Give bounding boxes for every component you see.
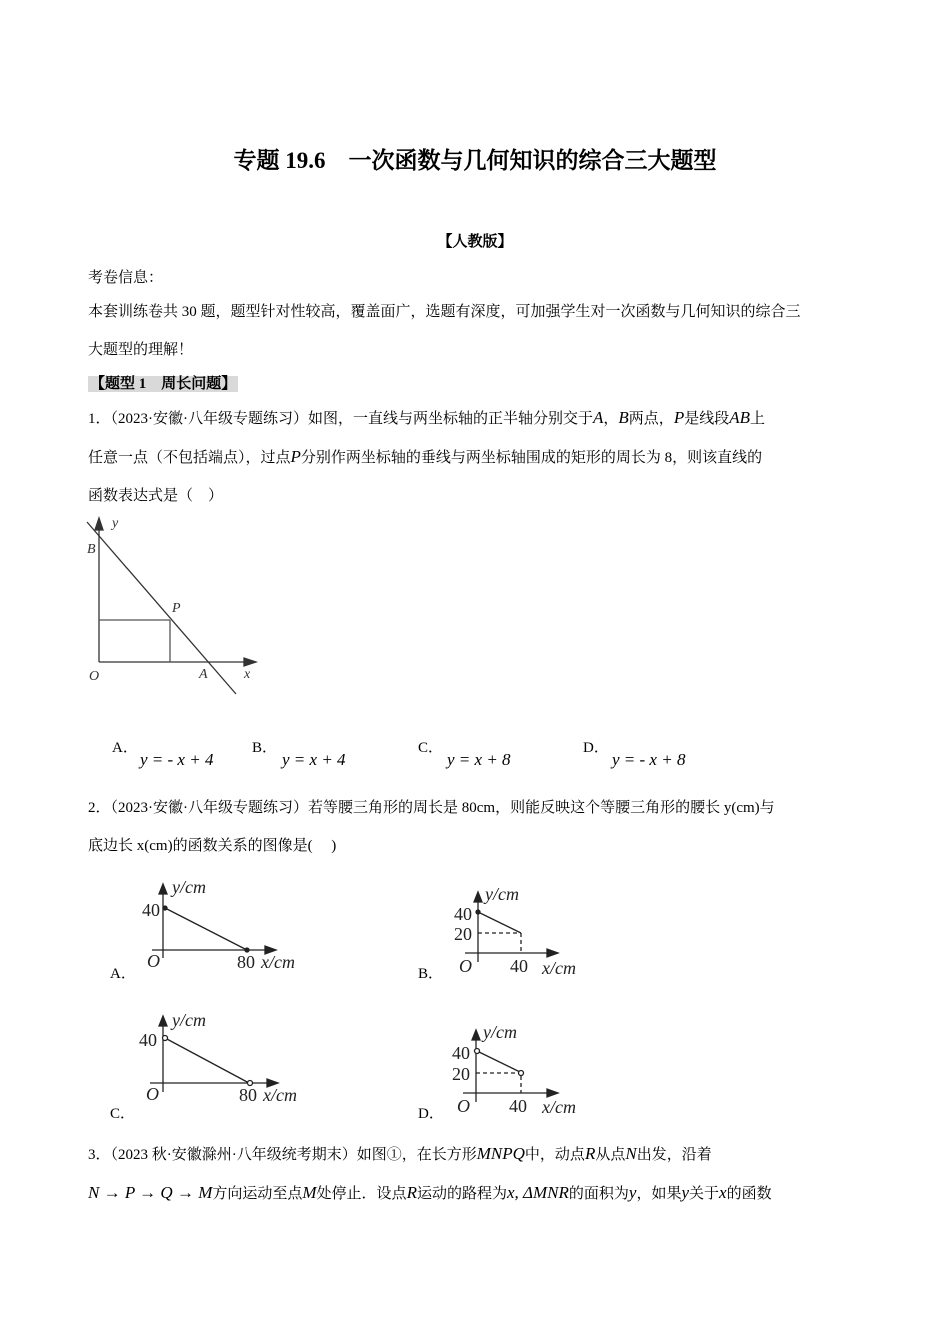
- graph-B-ytick2: 20: [454, 924, 472, 944]
- graph-B-xtick: 40: [510, 956, 528, 976]
- math-x: x: [506, 1183, 515, 1202]
- y-axis-arrow: [95, 518, 103, 530]
- info-text-line2: 大题型的理解！: [88, 342, 194, 358]
- svg-text:y/cm: [170, 877, 206, 897]
- math-M: M: [302, 1183, 317, 1202]
- label-x: x: [244, 667, 251, 682]
- graph-C: [150, 1016, 278, 1092]
- option-C-text[interactable]: y = x + 8: [447, 750, 511, 769]
- q3-text: 运动的路程为: [416, 1186, 507, 1202]
- question-2-line1: 2．（2023·安徽·八年级专题练习）若等腰三角形的周长是 80cm，则能反映这个等腰三角形的腰长 y(cm)与: [88, 800, 775, 816]
- math-MNPQ: MNPQ: [476, 1144, 525, 1163]
- q1-text: 任意一点（不包括端点），过点: [88, 450, 291, 466]
- graph-D-letter: D．: [418, 1106, 444, 1122]
- graph-C-letter: C．: [110, 1106, 136, 1122]
- math-R: R: [406, 1183, 417, 1202]
- q3-text: 方向运动至点: [212, 1186, 303, 1202]
- q3-text: 从点: [595, 1147, 626, 1163]
- option-A-letter[interactable]: A．: [112, 740, 138, 756]
- question-3-line1: [88, 1144, 712, 1165]
- math-triangle: , ΔMNR: [514, 1183, 569, 1202]
- graph-B-ylabel: y/cm: [485, 884, 519, 904]
- q1-text: 1．（2023·安徽·八年级专题练习）如图，一直线与两坐标轴的正半轴分别交于: [88, 411, 593, 427]
- q3-text: 中，动点: [524, 1147, 585, 1163]
- graph-C-xlabel: x/cm: [263, 1085, 297, 1105]
- q1-text: 分别作两坐标轴的垂线与两坐标轴围成的矩形的周长为 8，则该直线的: [300, 450, 763, 466]
- math-N: N: [625, 1144, 637, 1163]
- graph-D-xlabel: x/cm: [542, 1097, 576, 1117]
- graph-B-xlabel: x/cm: [542, 958, 576, 978]
- question-2-line2: 底边长 x(cm)的函数关系的图像是( ): [88, 838, 337, 854]
- option-B-letter[interactable]: B．: [252, 740, 278, 756]
- option-B-text[interactable]: y = x + 4: [282, 750, 346, 769]
- q3-text: 关于: [689, 1186, 720, 1202]
- graph-B-letter: B．: [418, 966, 444, 982]
- option-A-text[interactable]: y = - x + 4: [140, 750, 214, 769]
- math-y: y: [628, 1183, 637, 1202]
- graph-A-ytick: 40: [142, 900, 160, 920]
- info-text-line1: 本套训练卷共 30 题，题型针对性较高，覆盖面广，选题有深度，可加强学生对一次函数与几何知识的综合三: [88, 304, 801, 320]
- label-A: A: [199, 667, 208, 682]
- option-C-letter[interactable]: C．: [418, 740, 444, 756]
- q1-text: 是线段: [684, 411, 730, 427]
- graph-A-xlabel: x/cm: [261, 952, 295, 972]
- question-1-line3: 函数表达式是（ ）: [88, 488, 224, 504]
- label-P: P: [172, 601, 181, 616]
- graph-D-ylabel: y/cm: [483, 1022, 517, 1042]
- graph-D-origin: O: [457, 1096, 470, 1116]
- graph-A-xtick: 80: [237, 952, 255, 972]
- q1-text: 两点，: [628, 411, 674, 427]
- info-label: 考卷信息：: [88, 270, 164, 286]
- q3-text: 的面积为: [568, 1186, 629, 1202]
- math-A: A: [593, 408, 604, 427]
- graph-C-origin: O: [146, 1084, 159, 1104]
- graph-A-letter: A．: [110, 966, 136, 982]
- edition-label: 【人教版】: [437, 234, 513, 250]
- graph-D-ytick2: 20: [452, 1064, 470, 1084]
- graph-C-ytick: 40: [139, 1030, 157, 1050]
- option-D-letter[interactable]: D．: [583, 740, 609, 756]
- option-D-text[interactable]: y = - x + 8: [612, 750, 686, 769]
- q3-text: 的函数: [726, 1186, 772, 1202]
- q3-text: 3．（2023 秋·安徽滁州·八年级统考期末）如图①，在长方形: [88, 1147, 477, 1163]
- graph-A-origin: O: [147, 951, 160, 971]
- graph-C-xtick: 80: [239, 1085, 257, 1105]
- math-AB: AB: [729, 408, 750, 427]
- graph-D-xtick: 40: [509, 1096, 527, 1116]
- q3-text: ，如果: [636, 1186, 682, 1202]
- q3-text: 出发，沿着: [636, 1147, 712, 1163]
- label-O: O: [89, 669, 100, 684]
- math-P: P: [673, 408, 685, 427]
- graph-B-ytick: 40: [454, 904, 472, 924]
- math-P: P: [290, 447, 301, 466]
- page-title: 专题 19.6 一次函数与几何知识的综合三大题型: [233, 148, 717, 173]
- graph-A: [152, 884, 276, 958]
- math-path: N → P → Q → M: [88, 1183, 213, 1202]
- math-y: y: [681, 1183, 690, 1202]
- graph-C-ylabel: y/cm: [172, 1010, 206, 1030]
- math-B: B: [618, 408, 629, 427]
- q1-sep: ，: [603, 411, 619, 427]
- math-R: R: [584, 1144, 596, 1163]
- q3-text: 处停止．设点: [316, 1186, 407, 1202]
- math-x: x: [719, 1183, 727, 1202]
- section-heading: 【题型 1 周长问题】: [90, 376, 237, 392]
- graph-A-ylabel: y/cm: [172, 877, 206, 897]
- graph-B-origin: O: [459, 956, 472, 976]
- q1-text: 上: [750, 411, 766, 427]
- graph-D-ytick: 40: [452, 1043, 470, 1063]
- line-AB: [87, 522, 236, 694]
- label-y: y: [112, 516, 119, 531]
- x-axis-arrow: [244, 658, 256, 666]
- label-B: B: [87, 542, 96, 557]
- question-3-line2: [88, 1183, 772, 1204]
